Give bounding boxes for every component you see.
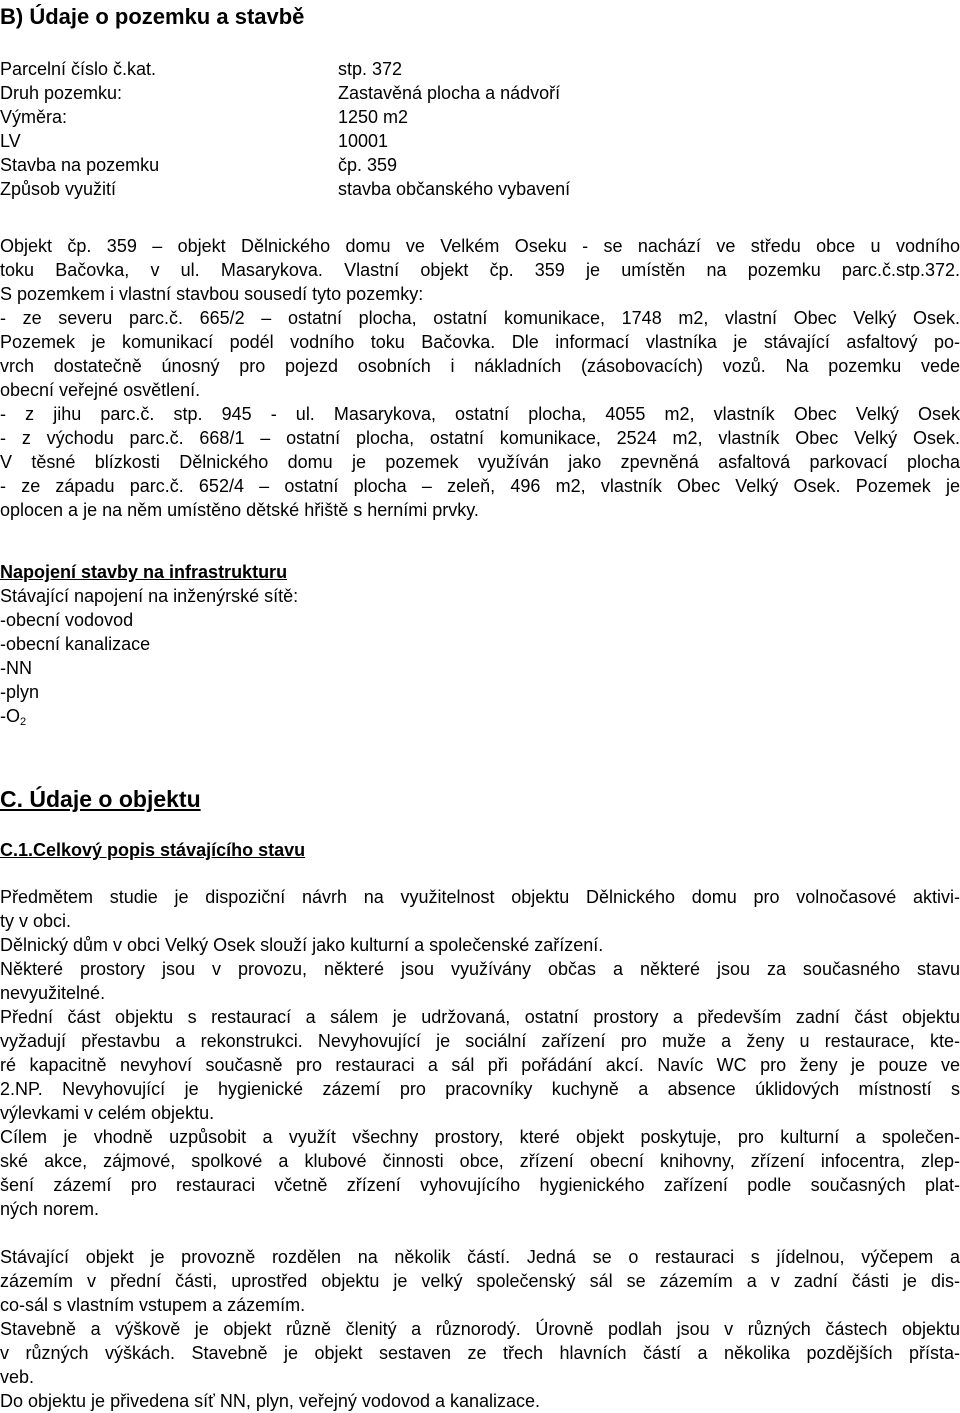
text-line: oplocen a je na něm umístěno dětské hřiště s herními prvky.	[0, 500, 479, 520]
parcel-field-row	[0, 177, 960, 201]
parcel-field-label: Výměra:	[0, 107, 68, 127]
text-line: výlevkami v celém objektu.	[0, 1103, 215, 1123]
text-line: Dělnický dům v obci Velký Osek slouží jako kulturní a společenské zařízení.	[0, 935, 604, 955]
infrastructure-item: -plyn	[0, 682, 40, 702]
infrastructure-item: -obecní kanalizace	[0, 634, 151, 654]
parcel-field-label: Způsob využití	[0, 179, 117, 199]
infrastructure-intro: Stávající napojení na inženýrské sítě:	[0, 586, 299, 606]
text-line: veb.	[0, 1367, 35, 1387]
text-line: v různých výškách. Stavebně je objekt sestaven ze třech hlavních částí a několika pozdějších přísta-	[0, 1343, 960, 1363]
section-c1-heading: C.1.Celkový popis stávajícího stavu	[0, 840, 306, 860]
parcel-info-table	[0, 57, 960, 201]
parcel-field-value: 10001	[338, 131, 389, 151]
text-line: Do objektu je přivedena síť NN, plyn, veřejný vodovod a kanalizace.	[0, 1391, 541, 1411]
text-line: toku Bačovka, v ul. Masarykova. Vlastní objekt čp. 359 je umístěn na pozemku parc.č.stp.372.	[0, 260, 960, 280]
parcel-field-value: 1250 m2	[338, 107, 409, 127]
text-line: - ze západu parc.č. 652/4 – ostatní plocha – zeleň, 496 m2, vlastník Obec Velký Osek. Pozemek je	[0, 476, 960, 496]
parcel-field-label: Parcelní číslo č.kat.	[0, 59, 157, 79]
text-line: šení zázemí pro restauraci včetně zřízení vyhovujícího hygienického zařízení podle současných plat-	[0, 1175, 960, 1195]
text-line: Předmětem studie je dispoziční návrh na využitelnost objektu Dělnického domu pro volnočasové aktivi-	[0, 887, 960, 907]
text-line: vyžadují přestavbu a rekonstrukci. Nevyhovující je sociální zařízení pro muže a ženy u restaurace, kte-	[0, 1031, 960, 1051]
text-line: Objekt čp. 359 – objekt Dělnického domu ve Velkém Oseku - se nachází ve středu obce u vodního	[0, 236, 960, 256]
text-line: Přední část objektu s restaurací a sálem je udržovaná, ostatní prostory a především zadní část objektu	[0, 1007, 960, 1027]
parcel-field-row	[0, 57, 960, 81]
text-line: co-sál s vlastním vstupem a zázemím.	[0, 1295, 306, 1315]
text-line: ných norem.	[0, 1199, 100, 1219]
text-line: Pozemek je komunikací podél vodního toku Bačovka. Dle informací vlastníka je stávající asfaltový po-	[0, 332, 960, 352]
text-line: - z východu parc.č. 668/1 – ostatní plocha, ostatní komunikace, 2524 m2, vlastník Obec Velký Osek.	[0, 428, 960, 448]
text-line: ty v obci.	[0, 911, 72, 931]
parcel-field-row	[0, 153, 960, 177]
section-b-heading: B) Údaje o pozemku a stavbě	[0, 4, 305, 29]
text-line: Některé prostory jsou v provozu, některé jsou využívány občas a některé jsou za současného stavu	[0, 959, 960, 979]
parcel-field-row	[0, 81, 960, 105]
parcel-field-value: stavba občanského vybavení	[338, 179, 571, 199]
infrastructure-item: $-O_2$	[0, 706, 27, 728]
parcel-field-row	[0, 129, 960, 153]
infrastructure-section	[0, 560, 960, 728]
text-line: vrch dostatečně únosný pro pojezd osobních i nákladních (zásobovacích) vozů. Na pozemku vede	[0, 356, 960, 376]
text-line: V těsné blízkosti Dělnického domu je pozemek využíván jako zpevněná asfaltová parkovací plocha	[0, 452, 960, 472]
text-line: 2.NP. Nevyhovující je hygienické zázemí pro pracovníky kuchyně a absence úklidových místností s	[0, 1079, 960, 1099]
parcel-description	[0, 234, 960, 522]
parcel-field-value: Zastavěná plocha a nádvoří	[338, 83, 561, 103]
text-line: ské akce, zájmové, spolkové a klubové činnosti obce, zřízení obecní knihovny, zřízení infocentra, zlep-	[0, 1151, 960, 1171]
section-c-heading: C. Údaje o objektu	[0, 786, 201, 812]
infrastructure-item: -obecní vodovod	[0, 610, 134, 630]
text-line: nevyužitelné.	[0, 983, 106, 1003]
parcel-field-value: stp. 372	[338, 59, 403, 79]
parcel-field-label: Druh pozemku:	[0, 83, 123, 103]
text-line: obecní veřejné osvětlení.	[0, 380, 201, 400]
parcel-field-label: Stavba na pozemku	[0, 155, 160, 175]
parcel-field-label: LV	[0, 131, 21, 151]
text-line: ré kapacitně nevyhoví současně pro restauraci a sál při pořádání akcí. Navíc WC pro ženy je pouze ve	[0, 1055, 960, 1075]
parcel-field-value: čp. 359	[338, 155, 398, 175]
text-line: Stavebně a výškově je objekt různě členitý a různorodý. Úrovně podlah jsou v různých částech objektu	[0, 1319, 960, 1339]
infrastructure-item: -NN	[0, 658, 32, 678]
c1-paragraph-2	[0, 1245, 960, 1413]
infrastructure-heading: Napojení stavby na infrastrukturu	[0, 562, 288, 582]
parcel-field-row	[0, 105, 960, 129]
text-line: - ze severu parc.č. 665/2 – ostatní plocha, ostatní komunikace, 1748 m2, vlastní Obec Velký Osek.	[0, 308, 960, 328]
text-line: - z jihu parc.č. stp. 945 - ul. Masarykova, ostatní plocha, 4055 m2, vlastník Obec Velký Osek	[0, 404, 960, 424]
c1-paragraph-1	[0, 885, 960, 1221]
text-line: Cílem je vhodně uzpůsobit a využít všechny prostory, které objekt poskytuje, pro kulturní a společen-	[0, 1127, 960, 1147]
text-line: S pozemkem i vlastní stavbou sousedí tyto pozemky:	[0, 284, 424, 304]
text-line: zázemím v přední části, uprostřed objektu je velký společenský sál se zázemím a v zadní části je dis-	[0, 1271, 960, 1291]
text-line: Stávající objekt je provozně rozdělen na několik částí. Jedná se o restauraci s jídelnou, výčepem a	[0, 1247, 960, 1267]
infrastructure-list	[0, 608, 960, 704]
